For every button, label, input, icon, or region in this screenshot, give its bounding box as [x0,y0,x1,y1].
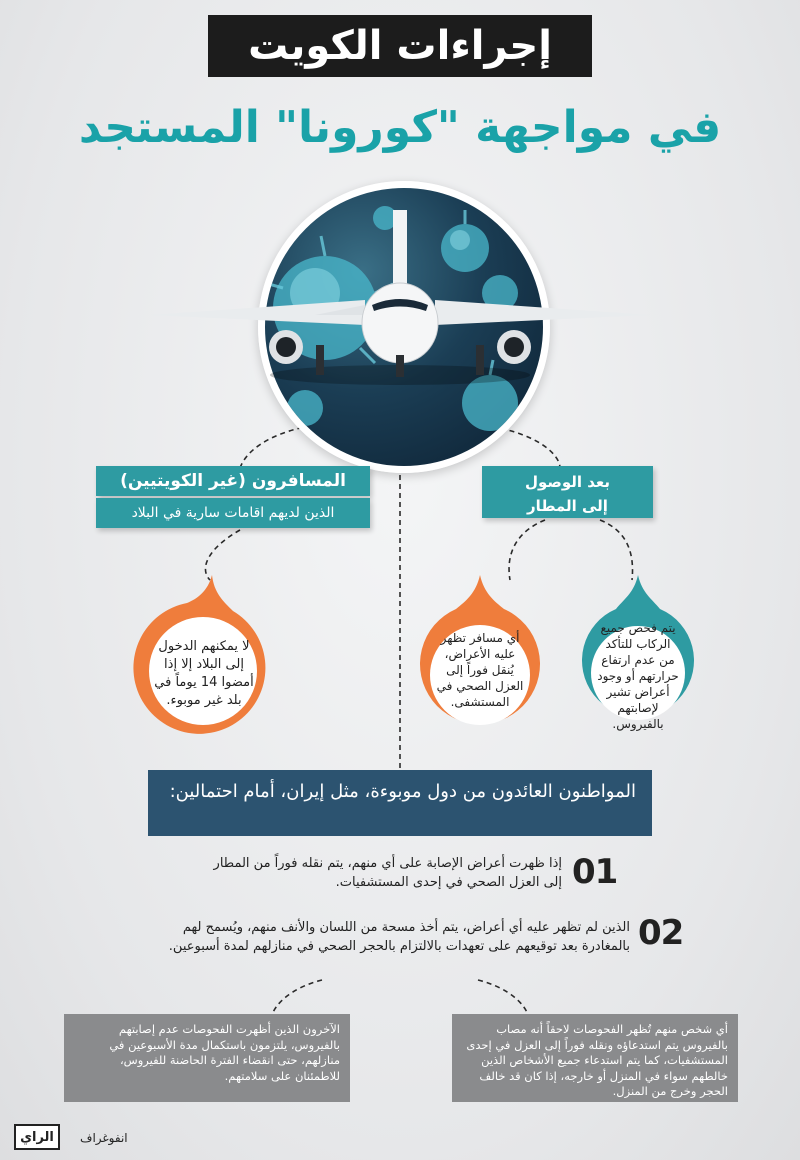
outcome-positive-box: أي شخص منهم تُظهر الفحوصات لاحقاً أنه مصاب بالفيروس يتم استدعاؤه ونقله فوراً إلى العزل في إحدى المستشفيات، كما يتم استدعاء جميع الأشخاص الذين خالطهم سواء في المنزل أو خارجه، إذا كان قد خالف الحجر وخرج من المنزل. [452,1014,738,1102]
travelers-sublabel: الذين لديهم اقامات سارية في البلاد [96,498,370,528]
option-1-number: 01 [572,852,618,892]
alrai-logo: الراي [14,1124,60,1150]
link-arrival-left [509,520,545,580]
link-travelers-pin [205,530,240,580]
arrival-label [482,466,653,518]
citizens-box: المواطنون العائدون من دول موبوءة، مثل إيران، أمام احتمالين: [148,770,652,836]
option-2-text: الذين لم تظهر عليه أي أعراض، يتم أخذ مسحة من اللسان والأنف منهم، ويُسمح لهم بالمغادرة بعد توقيعهم على تعهدات بالالتزام بالحجر الصحي في منازلهم لمدة أسبوعين. [168,920,630,954]
orange-pin-travelers-text: لا يمكنهم الدخول إلى البلاد إلا إذا أمضوا 14 يوماً في بلد غير موبوء. [154,639,254,708]
teal-pin-text: يتم فحص جميع الركاب للتأكد من عدم ارتفاع حرارتهم أو وجود أعراض تشير لإصابتهم بالفيروس. [597,621,679,731]
option-2-number: 02 [638,913,684,953]
link-arrival-right [600,520,633,580]
page-subtitle: في مواجهة "كورونا" المستجد [78,102,722,153]
airplane-image [150,205,650,395]
page-title: إجراءات الكويت [208,15,592,77]
outcome-negative-box: الآخرون الذين أظهرت الفحوصات عدم إصابتهم بالفيروس، يلتزمون باستكمال مدة الأسبوعين في منازلهم، حتى انقضاء الفترة الحاضنة للفيروس، للاطمئنان على سلامتهم. [64,1014,350,1102]
orange-pin-arrival-text: أي مسافر تظهر عليه الأعراض، يُنقل فوراً إلى العزل الصحي في المستشفى. [436,631,524,709]
arrival-label-line2: إلى المطار [527,497,608,515]
travelers-label: المسافرون (غير الكويتيين) [96,466,370,496]
link-opt-right [478,980,528,1015]
arrival-label-line1: بعد الوصول [524,473,611,491]
infographic-label: انفوغراف [80,1131,128,1145]
link-opt-left [272,980,322,1015]
option-1-text: إذا ظهرت أعراض الإصابة على أي منهم، يتم نقله فوراً من المطار إلى العزل الصحي في إحدى المستشفيات. [213,856,562,890]
